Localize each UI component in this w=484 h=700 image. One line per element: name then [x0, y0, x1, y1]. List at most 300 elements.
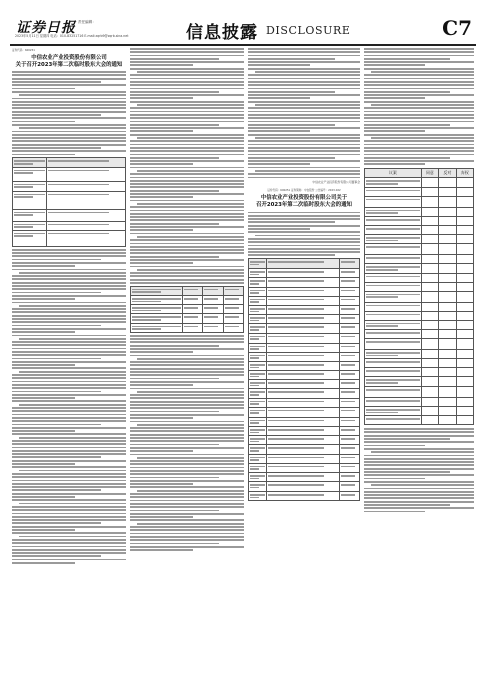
text-line — [130, 506, 244, 508]
vote-cell[interactable] — [421, 406, 438, 415]
text-line — [12, 460, 126, 462]
table-cell — [249, 287, 267, 296]
table-cell — [223, 296, 243, 305]
table-row — [365, 225, 474, 234]
text-line — [130, 345, 219, 347]
text-line — [130, 529, 244, 531]
table-cell — [266, 463, 339, 472]
text-line — [248, 163, 310, 165]
vote-cell[interactable] — [439, 225, 456, 234]
text-line — [130, 186, 244, 188]
text-line — [364, 464, 474, 466]
table-cell — [266, 436, 339, 445]
text-line — [248, 127, 360, 129]
text-line — [130, 516, 193, 518]
text-line — [130, 78, 244, 80]
table-cell — [266, 305, 339, 314]
text-line — [364, 488, 474, 490]
table-cell — [340, 380, 360, 389]
text-line — [12, 259, 101, 261]
vote-cell[interactable] — [421, 416, 438, 425]
section-title-cn: 信息披露 — [186, 23, 258, 43]
proposal-name-cell — [365, 196, 422, 207]
text-line — [130, 477, 219, 479]
text-line — [130, 421, 244, 423]
table-cell — [182, 323, 202, 332]
vote-cell[interactable] — [456, 264, 473, 273]
vote-cell[interactable] — [439, 397, 456, 406]
table-cell — [203, 323, 223, 332]
text-line — [130, 252, 244, 254]
text-line — [12, 91, 126, 93]
text-line — [364, 144, 474, 146]
table-row — [365, 368, 474, 377]
table-cell — [340, 352, 360, 361]
table-cell — [266, 482, 339, 492]
table-cell — [266, 361, 339, 370]
vote-cell[interactable] — [421, 225, 438, 234]
text-line — [130, 384, 193, 386]
proposal-name-cell — [365, 320, 422, 329]
vote-cell[interactable] — [421, 216, 438, 225]
text-line — [12, 522, 101, 524]
table-cell — [223, 314, 243, 323]
text-line — [130, 130, 193, 132]
text-line — [364, 154, 474, 156]
text-line — [12, 285, 126, 287]
proposal-name-cell — [365, 291, 422, 302]
table-cell — [203, 286, 223, 295]
text-line — [130, 213, 244, 215]
vote-cell[interactable] — [421, 320, 438, 329]
table-row — [249, 492, 360, 501]
table-row — [365, 282, 474, 291]
proposal-name-cell — [365, 350, 422, 359]
text-line — [12, 489, 101, 491]
vote-cell[interactable] — [439, 187, 456, 196]
text-line — [364, 455, 474, 457]
text-line — [19, 536, 126, 538]
proposal-name-cell — [365, 225, 422, 234]
text-line — [130, 361, 244, 363]
text-line — [12, 147, 101, 149]
table-cell — [203, 296, 223, 305]
text-line — [12, 562, 75, 564]
text-line — [19, 338, 126, 340]
text-line — [130, 549, 193, 551]
text-line — [12, 466, 126, 468]
text-line — [364, 468, 474, 470]
text-line — [12, 154, 75, 156]
vote-cell[interactable] — [421, 359, 438, 368]
text-line — [137, 391, 244, 393]
text-line — [130, 173, 244, 175]
text-line — [364, 441, 474, 443]
text-line — [12, 315, 126, 317]
table-cell — [46, 158, 125, 167]
vote-cell[interactable] — [421, 264, 438, 273]
text-line — [248, 64, 310, 66]
vote-cell[interactable] — [439, 386, 456, 397]
table-cell — [340, 315, 360, 324]
table-cell — [249, 463, 267, 472]
proposal-name-cell — [365, 311, 422, 320]
text-line — [364, 88, 474, 90]
vote-cell[interactable] — [439, 330, 456, 339]
table-cell — [266, 333, 339, 343]
table-cell — [249, 472, 267, 481]
text-line — [130, 500, 244, 502]
text-line — [255, 71, 360, 73]
vote-cell[interactable] — [456, 302, 473, 311]
vote-cell[interactable] — [439, 216, 456, 225]
vote-cell[interactable] — [439, 234, 456, 243]
text-line — [248, 254, 335, 256]
text-line — [12, 124, 126, 126]
table-cell — [249, 333, 267, 343]
table-cell — [340, 305, 360, 314]
vote-cell[interactable] — [456, 359, 473, 368]
vote-cell[interactable] — [439, 244, 456, 255]
vote-cell[interactable] — [456, 207, 473, 216]
table-cell — [340, 472, 360, 481]
vote-cell[interactable] — [439, 255, 456, 264]
text-line — [364, 124, 450, 126]
vote-cell[interactable] — [439, 264, 456, 273]
text-line — [248, 150, 360, 152]
proposal-name-cell — [365, 377, 422, 386]
table-cell — [13, 230, 47, 246]
proposal-name-cell — [365, 216, 422, 225]
vote-cell[interactable] — [421, 397, 438, 406]
text-line — [248, 225, 360, 227]
vote-cell[interactable] — [421, 311, 438, 320]
proposal-name-cell — [365, 406, 422, 415]
vote-cell[interactable] — [421, 207, 438, 216]
text-line — [12, 546, 126, 548]
vote-cell[interactable] — [421, 350, 438, 359]
vote-cell[interactable] — [439, 302, 456, 311]
text-line — [364, 497, 474, 499]
text-line — [19, 470, 126, 472]
vote-cell[interactable] — [456, 416, 473, 425]
vote-cell[interactable] — [439, 273, 456, 282]
editor-line: 责任编辑： — [78, 20, 96, 24]
text-line — [12, 282, 126, 284]
vote-cell[interactable] — [456, 350, 473, 359]
table-row — [365, 244, 474, 255]
vote-cell[interactable] — [421, 291, 438, 302]
vote-cell[interactable] — [456, 320, 473, 329]
vote-cell[interactable] — [439, 406, 456, 415]
column-3 — [248, 48, 360, 501]
text-line — [130, 243, 244, 245]
vote-cell[interactable] — [456, 255, 473, 264]
vote-cell[interactable] — [456, 291, 473, 302]
text-line — [364, 121, 474, 123]
table-row — [249, 472, 360, 481]
vote-cell[interactable] — [456, 187, 473, 196]
text-line — [130, 388, 244, 390]
masthead — [10, 14, 476, 44]
proposal-name-cell — [365, 273, 422, 282]
table-cell — [203, 305, 223, 314]
text-line — [248, 124, 335, 126]
text-line — [130, 463, 244, 465]
text-line — [12, 420, 126, 422]
text-line — [19, 127, 126, 129]
table-row — [249, 482, 360, 492]
text-line — [130, 364, 244, 366]
vote-cell[interactable] — [421, 377, 438, 386]
text-line — [12, 417, 126, 419]
text-line — [12, 476, 126, 478]
text-line — [130, 430, 244, 432]
proposal-name-cell — [365, 234, 422, 243]
table-cell — [182, 305, 202, 314]
text-line — [12, 391, 101, 393]
table-row — [249, 380, 360, 389]
vote-cell[interactable] — [439, 282, 456, 291]
text-line — [130, 233, 244, 235]
security-code-line: 证券代码：600251 证券简称：中农股份 公告编号：2023-022 — [267, 189, 341, 193]
vote-cell[interactable] — [456, 406, 473, 415]
text-line — [130, 378, 219, 380]
text-line — [12, 265, 75, 267]
text-line — [12, 509, 126, 511]
text-line — [12, 140, 126, 142]
vote-cell[interactable] — [439, 350, 456, 359]
vote-cell[interactable] — [421, 255, 438, 264]
vote-cell[interactable] — [421, 187, 438, 196]
text-line — [248, 241, 360, 243]
vote-cell[interactable] — [421, 178, 438, 187]
table-cell — [131, 296, 183, 305]
table-cell — [249, 454, 267, 463]
text-line — [130, 58, 219, 60]
shareholding-table — [130, 286, 244, 333]
table-cell — [266, 380, 339, 389]
announcement-body-continued — [130, 335, 244, 551]
text-line — [248, 58, 335, 60]
proposal-name-cell — [365, 416, 422, 425]
info-table — [12, 157, 126, 246]
table-row — [365, 234, 474, 243]
text-line — [364, 51, 474, 53]
table-cell — [203, 314, 223, 323]
table-cell — [46, 167, 125, 181]
text-line — [12, 121, 75, 123]
text-line — [12, 387, 126, 389]
vote-cell[interactable] — [456, 244, 473, 255]
vote-cell[interactable] — [456, 282, 473, 291]
table-row — [13, 158, 126, 167]
text-line — [364, 448, 474, 450]
text-line — [130, 427, 244, 429]
text-line — [255, 104, 360, 106]
table-cell — [249, 427, 267, 436]
vote-cell[interactable] — [439, 311, 456, 320]
text-line — [130, 180, 244, 182]
table-row — [365, 330, 474, 339]
text-line — [364, 111, 474, 113]
vote-cell[interactable] — [421, 282, 438, 291]
text-line — [12, 447, 126, 449]
vote-cell[interactable] — [421, 368, 438, 377]
text-line — [364, 140, 474, 142]
text-line — [130, 510, 219, 512]
vote-cell[interactable] — [456, 225, 473, 234]
table-cell — [266, 445, 339, 454]
text-line — [12, 549, 126, 551]
text-line — [137, 424, 244, 426]
vote-cell[interactable] — [456, 386, 473, 397]
vote-cell[interactable] — [439, 178, 456, 187]
text-line — [130, 147, 244, 149]
table-cell — [182, 296, 202, 305]
text-line — [248, 61, 360, 63]
vote-cell[interactable] — [456, 273, 473, 282]
text-line — [248, 231, 360, 233]
text-line — [364, 163, 425, 165]
table-cell — [266, 287, 339, 296]
text-line — [248, 140, 360, 142]
text-line — [364, 160, 474, 162]
text-line — [12, 456, 101, 458]
text-line — [12, 292, 101, 294]
table-cell — [131, 286, 183, 295]
vote-cell[interactable] — [456, 311, 473, 320]
text-line — [12, 269, 126, 271]
text-line — [371, 137, 474, 139]
text-line — [248, 97, 310, 99]
text-line — [12, 473, 126, 475]
table-cell — [249, 305, 267, 314]
vote-cell[interactable] — [439, 320, 456, 329]
proposal-name-cell — [365, 359, 422, 368]
vote-cell[interactable] — [456, 216, 473, 225]
table-row — [365, 406, 474, 415]
table-row — [365, 339, 474, 350]
text-line — [130, 183, 244, 185]
text-line — [12, 443, 126, 445]
vote-cell[interactable] — [456, 377, 473, 386]
text-line — [137, 236, 244, 238]
table-row — [249, 398, 360, 407]
table-cell — [249, 436, 267, 445]
text-line — [255, 137, 360, 139]
text-line — [130, 348, 244, 350]
text-line — [137, 137, 244, 139]
text-line — [130, 196, 193, 198]
table-row — [131, 286, 244, 295]
vote-cell[interactable] — [421, 302, 438, 311]
text-line — [130, 454, 244, 456]
table-row — [249, 445, 360, 454]
text-line — [12, 81, 101, 83]
vote-cell[interactable] — [456, 196, 473, 207]
vote-cell[interactable] — [439, 416, 456, 425]
table-cell — [249, 352, 267, 361]
text-line — [12, 539, 126, 541]
text-line — [364, 81, 474, 83]
table-row — [131, 305, 244, 314]
text-line — [130, 48, 244, 50]
text-line — [364, 458, 474, 460]
text-line — [248, 114, 360, 116]
vote-cell[interactable] — [456, 339, 473, 350]
vote-cell[interactable] — [456, 397, 473, 406]
vote-cell[interactable] — [421, 273, 438, 282]
table-row — [365, 178, 474, 187]
vote-cell[interactable] — [439, 368, 456, 377]
text-line — [19, 503, 126, 505]
vote-cell[interactable] — [421, 330, 438, 339]
vote-cell[interactable] — [439, 359, 456, 368]
text-line — [130, 546, 244, 548]
table-row — [365, 291, 474, 302]
text-line — [130, 401, 244, 403]
text-line — [130, 127, 244, 129]
vote-cell[interactable] — [456, 368, 473, 377]
text-line — [130, 101, 244, 103]
text-line — [130, 124, 219, 126]
text-line — [130, 111, 244, 113]
vote-cell[interactable] — [439, 196, 456, 207]
table-cell — [131, 305, 183, 314]
text-line — [12, 107, 126, 109]
text-line — [130, 450, 193, 452]
table-row — [249, 407, 360, 417]
text-line — [12, 526, 126, 528]
table-cell — [340, 269, 360, 278]
text-line — [12, 427, 126, 429]
vote-cell[interactable] — [439, 291, 456, 302]
text-line — [12, 318, 126, 320]
text-line — [130, 107, 244, 109]
text-line — [248, 212, 360, 214]
text-line — [364, 94, 474, 96]
text-line — [364, 481, 474, 483]
text-line — [130, 200, 244, 202]
vote-cell[interactable] — [456, 234, 473, 243]
vote-cell[interactable] — [421, 234, 438, 243]
section-title-en: DISCLOSURE — [266, 24, 351, 37]
vote-cell[interactable] — [439, 377, 456, 386]
vote-cell[interactable] — [456, 178, 473, 187]
table-row — [249, 389, 360, 398]
text-line — [130, 338, 244, 340]
vote-cell[interactable] — [421, 386, 438, 397]
vote-cell[interactable] — [421, 196, 438, 207]
table-cell — [266, 427, 339, 436]
vote-cell[interactable] — [456, 330, 473, 339]
text-line — [130, 223, 219, 225]
text-line — [364, 74, 474, 76]
vote-cell[interactable] — [439, 207, 456, 216]
vote-cell[interactable] — [421, 244, 438, 255]
text-line — [12, 542, 126, 544]
text-line — [364, 511, 425, 513]
text-line — [12, 344, 126, 346]
vote-cell[interactable] — [421, 339, 438, 350]
vote-cell[interactable] — [439, 339, 456, 350]
text-line — [130, 154, 244, 156]
text-line — [19, 272, 126, 274]
text-line — [364, 157, 450, 159]
text-line — [130, 397, 244, 399]
text-line — [130, 167, 244, 169]
